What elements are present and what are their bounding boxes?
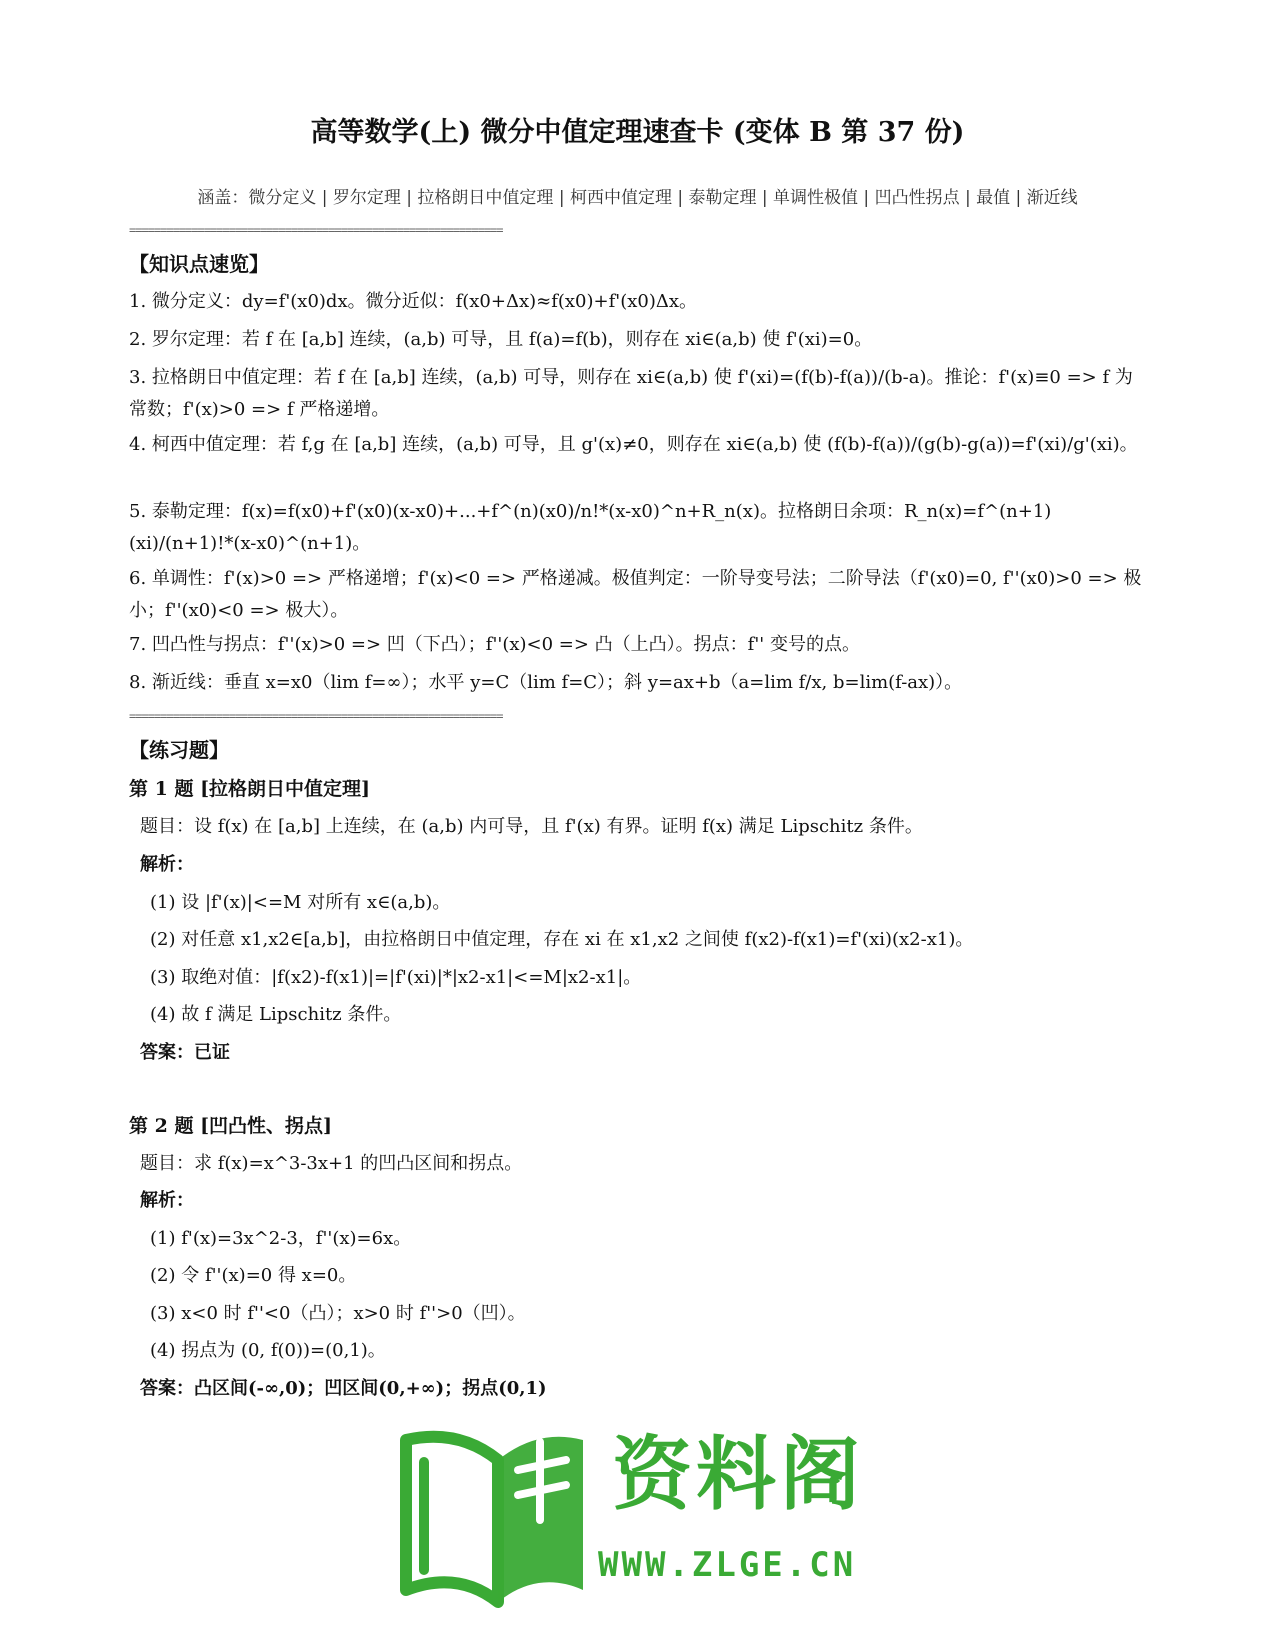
knowledge-item-3: 3. 拉格朗日中值定理：若 f 在 [a,b] 连续，(a,b) 可导，则存在 xi∈(a,b) 使 f'(xi)=(f(b)-f(a))/(b-a)。推论：f'(x)≡0 => f 为常数；f'(x)>0 => f 严格递增。 <box>129 367 1133 420</box>
book-logo-icon <box>398 1420 598 1620</box>
watermark-brand: 资料阁 <box>612 1428 864 1521</box>
divider-top: ============================================================ <box>129 223 503 237</box>
knowledge-item-8: 8. 渐近线：垂直 x=x0（lim f=∞）；水平 y=C（lim f=C）；斜 y=ax+b（a=lim f/x, b=lim(f-ax)）。 <box>129 672 963 693</box>
knowledge-item-2: 2. 罗尔定理：若 f 在 [a,b] 连续，(a,b) 可导，且 f(a)=f(b)，则存在 xi∈(a,b) 使 f'(xi)=0。 <box>129 329 873 350</box>
watermark <box>398 1420 868 1620</box>
question-1-problem: 题目：设 f(x) 在 [a,b] 上连续，在 (a,b) 内可导，且 f'(x) 有界。证明 f(x) 满足 Lipschitz 条件。 <box>140 816 923 837</box>
question-1-step-4: (4) 故 f 满足 Lipschitz 条件。 <box>150 1004 402 1025</box>
practice-heading: 【练习题】 <box>129 738 229 762</box>
question-2-problem: 题目：求 f(x)=x^3-3x+1 的凹凸区间和拐点。 <box>140 1153 523 1174</box>
question-2-step-4: (4) 拐点为 (0, f(0))=(0,1)。 <box>150 1340 386 1361</box>
knowledge-item-4: 4. 柯西中值定理：若 f,g 在 [a,b] 连续，(a,b) 可导，且 g'(x)≠0，则存在 xi∈(a,b) 使 (f(b)-f(a))/(g(b)-g(a))=f'(xi)/g'(xi)。 <box>129 434 1138 455</box>
page-title: 高等数学(上) 微分中值定理速查卡 (变体 B 第 37 份) <box>310 117 965 148</box>
knowledge-heading: 【知识点速览】 <box>129 252 269 276</box>
knowledge-item-6: 6. 单调性：f'(x)>0 => 严格递增；f'(x)<0 => 严格递减。极值判定：一阶导变号法；二阶导法（f'(x0)=0, f''(x0)>0 => 极小；f''(x0)<0 => 极大）。 <box>129 568 1142 621</box>
question-2-step-3: (3) x<0 时 f''<0（凸）；x>0 时 f''>0（凹）。 <box>150 1303 526 1324</box>
question-2-answer: 答案：凸区间(-∞,0)；凹区间(0,+∞)；拐点(0,1) <box>140 1378 547 1399</box>
question-1-analysis-label: 解析： <box>140 854 194 875</box>
question-2-step-2: (2) 令 f''(x)=0 得 x=0。 <box>150 1265 357 1286</box>
coverage-subtitle: 涵盖：微分定义 | 罗尔定理 | 拉格朗日中值定理 | 柯西中值定理 | 泰勒定理 | 单调性极值 | 凹凸性拐点 | 最值 | 渐近线 <box>197 188 1078 208</box>
question-2-title: 第 2 题 [凹凸性、拐点] <box>129 1115 333 1137</box>
question-1-step-2: (2) 对任意 x1,x2∈[a,b]，由拉格朗日中值定理，存在 xi 在 x1,x2 之间使 f(x2)-f(x1)=f'(xi)(x2-x1)。 <box>150 929 974 950</box>
knowledge-item-7: 7. 凹凸性与拐点：f''(x)>0 => 凹（下凸）；f''(x)<0 => 凸（上凸）。拐点：f'' 变号的点。 <box>129 634 860 655</box>
watermark-url: WWW.ZLGE.CN <box>598 1545 857 1585</box>
question-1-title: 第 1 题 [拉格朗日中值定理] <box>129 778 371 800</box>
question-1-answer: 答案：已证 <box>140 1042 230 1063</box>
knowledge-item-5: 5. 泰勒定理：f(x)=f(x0)+f'(x0)(x-x0)+...+f^(n)(x0)/n!*(x-x0)^n+R_n(x)。拉格朗日余项：R_n(x)=f^(n+1)(xi)/(n+1)!*(x-x0)^(n+1)。 <box>129 501 1052 554</box>
question-1-step-3: (3) 取绝对值：|f(x2)-f(x1)|=|f'(xi)|*|x2-x1|<=M|x2-x1|。 <box>150 967 642 988</box>
question-2-analysis-label: 解析： <box>140 1190 194 1211</box>
question-2-step-1: (1) f'(x)=3x^2-3，f''(x)=6x。 <box>150 1228 412 1249</box>
question-1-step-1: (1) 设 |f'(x)|<=M 对所有 x∈(a,b)。 <box>150 892 451 913</box>
divider-middle: ============================================================ <box>129 709 503 723</box>
knowledge-item-1: 1. 微分定义：dy=f'(x0)dx。微分近似：f(x0+Δx)≈f(x0)+f'(x0)Δx。 <box>129 291 698 312</box>
